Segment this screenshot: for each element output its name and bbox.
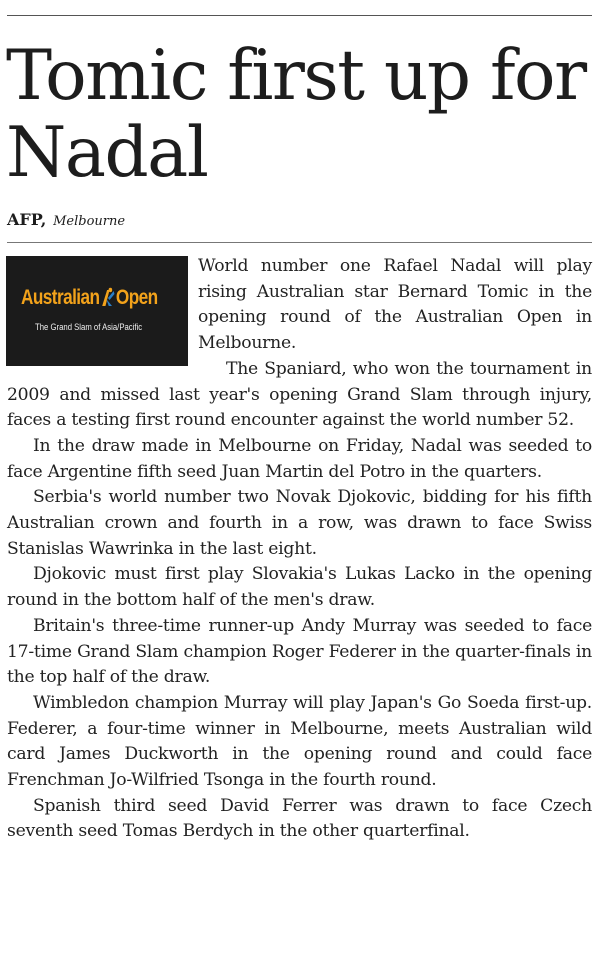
logo-text-right: Open	[115, 286, 158, 309]
article-body	[7, 254, 592, 845]
logo-text-left: Australian	[21, 286, 100, 309]
top-rule	[7, 15, 592, 16]
paragraph-5: Djokovic must first play Slovakia's Lukas Lacko in the opening round in the bottom half of the men's draw.	[7, 564, 592, 611]
byline-agency: AFP,	[7, 210, 47, 229]
paragraph-2: The Spaniard, who won the tournament in 2009 and missed last year's opening Grand Slam through injury, faces a testing first round encounter against the world number 52.	[7, 358, 592, 431]
headline: Tomic first up for Nadal	[6, 36, 586, 193]
paragraph-6: Britain's three-time runner-up Andy Murray was seeded to face 17-time Grand Slam champion Roger Federer in the quarter-finals in the top half of the draw.	[7, 615, 592, 688]
paragraph-4: Serbia's world number two Novak Djokovic, bidding for his fifth Australian crown and fourth in a row, was drawn to face Swiss Stanislas Wawrinka in the last eight.	[7, 487, 592, 559]
photo-float-space	[7, 254, 198, 380]
paragraph-7: Wimbledon champion Murray will play Japan's Go Soeda first-up. Federer, a four-time winner in Melbourne, meets Australian wild card James Duckworth in the opening round and could face Frenchman Jo-Wilfried Tsonga in the fourth round.	[7, 692, 592, 791]
logo-tagline: The Grand Slam of Asia/Pacific	[35, 322, 143, 332]
paragraph-1: World number one Rafael Nadal will play rising Australian star Bernard Tomic in the opening round of the Australian Open in Melbourne.	[198, 256, 592, 354]
byline-rule	[7, 242, 592, 243]
paragraph-3: In the draw made in Melbourne on Friday, Nadal was seeded to face Argentine fifth seed Juan Martin del Potro in the quarters.	[7, 435, 592, 482]
paragraph-8: Spanish third seed David Ferrer was drawn to face Czech seventh seed Tomas Berdych in the other quarterfinal.	[7, 795, 592, 842]
byline	[7, 211, 125, 231]
byline-place: Melbourne	[53, 214, 126, 229]
